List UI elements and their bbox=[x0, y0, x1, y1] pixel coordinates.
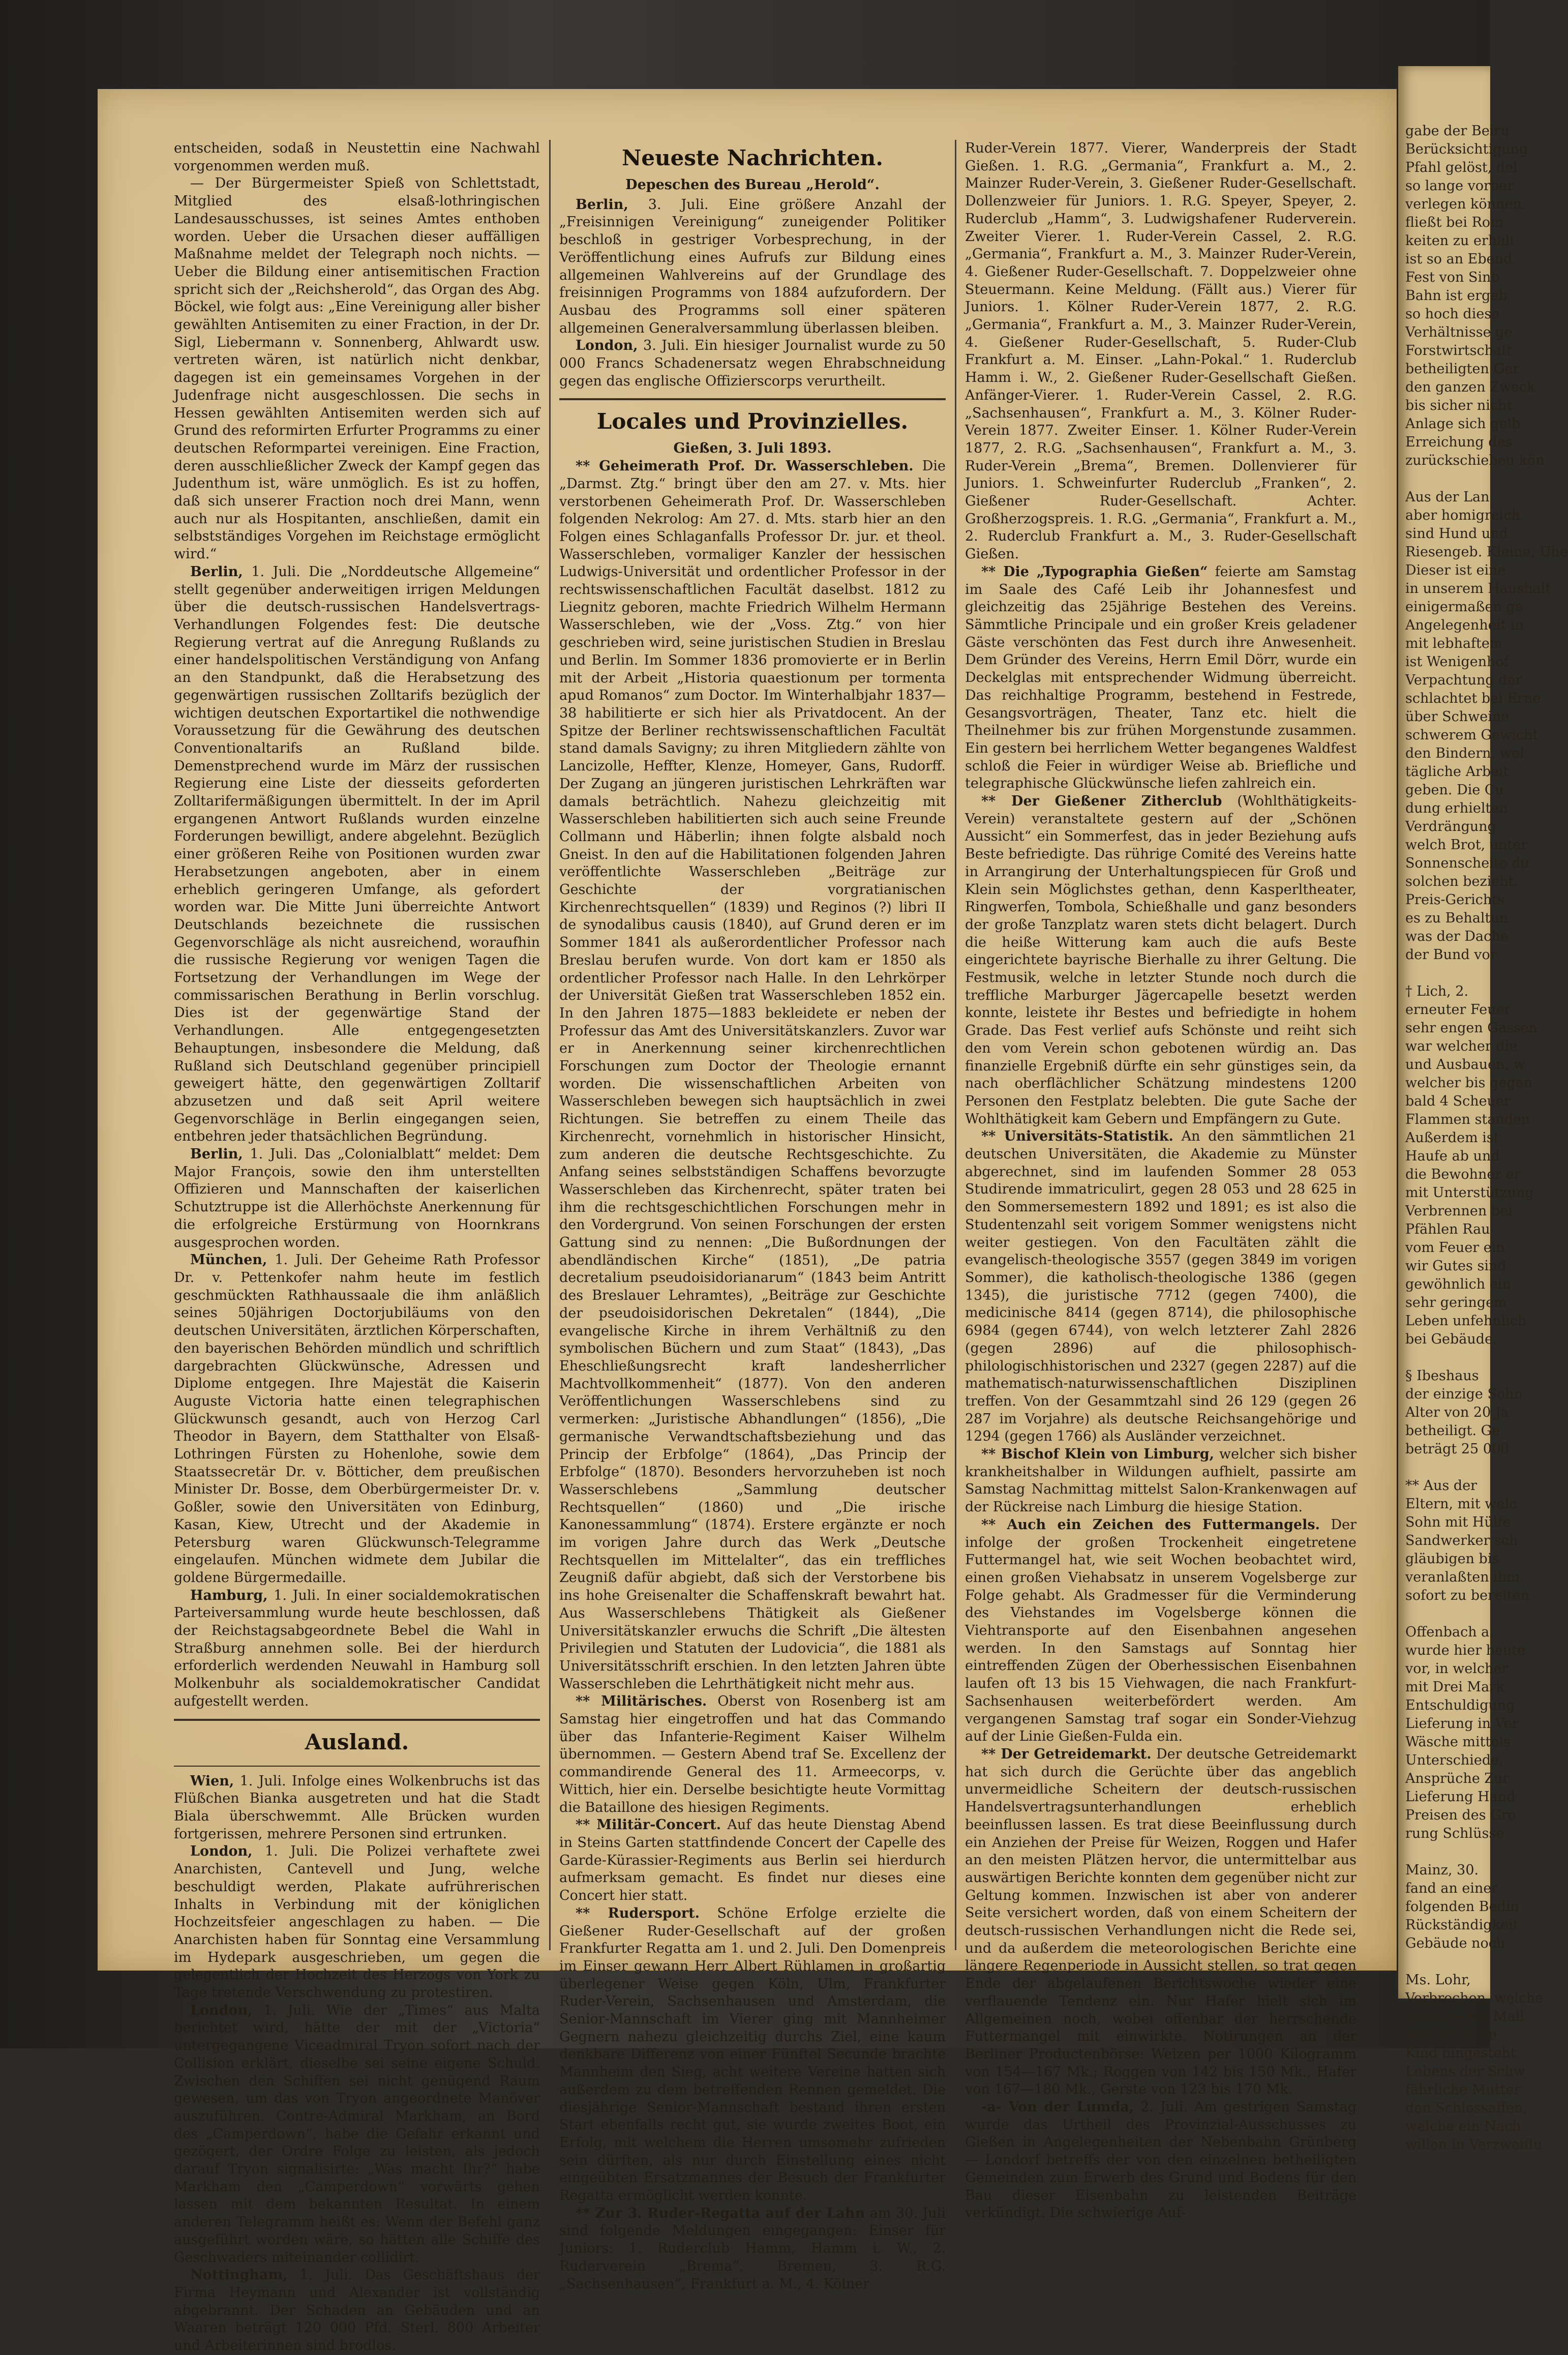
adjacent-page-line: den ganzen Zweck bbox=[1405, 379, 1535, 395]
adjacent-page-line: gläubigen bis bbox=[1405, 1551, 1499, 1567]
article-text: Der deutsche Getreidemarkt hat sich durch die Gerüchte über das angeblich unvermeidliche Scheitern der deutsch-russischen Handelsvertragsunterhandlungen erheblich beeinflussen lassen. Es trat diese Beeinflussung durch ein Anziehen der Preise für Weizen, Roggen und Hafer an den meisten Plätzen hervor, die untermittelbar aus auswärtigen Berichte konnten dem gegenüber nicht zur Geltung kommen. Inzwischen ist aber von anderer Seite versichert worden, daß von einem Scheitern der deutsch-russischen Verhandlungen nicht die Rede sei, und da außerdem die meteorologischen Berichte eine längere Regenperiode in Aussicht stellen, so trat gegen Ende der abgelaufenen Berichtswoche wieder eine verflauende Tendenz ein. Nur Hafer hielt sich im Allgemeinen noch, wobei offenbar der herrschende Futtermangel mit einwirkte. Notirungen an der Berliner Productenbörse: Weizen per 1000 Kilogramm von 154—167 Mk.; Roggen von 142 bis 150 Mk., Hafer von 167—180 Mk., Gerste von 123 bis 170 Mk. bbox=[965, 1746, 1356, 2098]
dateline-lead: Berlin, bbox=[190, 563, 243, 580]
adjacent-page-line: ist so an Ebend bbox=[1405, 251, 1513, 267]
adjacent-page-line: Ansprüche Zur bbox=[1405, 1771, 1510, 1786]
adjacent-page-line: Berücksichtigung bbox=[1405, 141, 1528, 157]
adjacent-page-line: vor, in welcher bbox=[1405, 1661, 1509, 1677]
adjacent-page-line: Kind hingesteht bbox=[1405, 2045, 1516, 2061]
article-lead: -a- Von der Lumda, bbox=[981, 2099, 1134, 2115]
dateline-lead: München, bbox=[190, 1252, 267, 1268]
adjacent-page-line bbox=[1405, 1605, 1490, 1623]
adjacent-page-line: Preisen des Gro bbox=[1405, 1807, 1516, 1823]
article-ruder-regatta bbox=[559, 2205, 946, 2293]
adjacent-page-line: Forstwirtschaft bbox=[1405, 343, 1512, 359]
adjacent-page-line: willen in Verzweiflu bbox=[1405, 2137, 1542, 2153]
adjacent-page-line: Dieser ist eine bbox=[1405, 562, 1506, 578]
adjacent-page-line: Ms. Lohr, bbox=[1405, 1972, 1471, 1988]
article-universitaets-statistik bbox=[965, 1128, 1356, 1446]
adjacent-page-line: beträgt 25 000 bbox=[1405, 1441, 1510, 1457]
adjacent-page-line: was ist in die bbox=[1405, 2027, 1497, 2043]
section-divider bbox=[174, 1766, 540, 1767]
adjacent-page-line: Erreichung des bbox=[1405, 434, 1513, 450]
article-text: 1. Juli. Wie der „Times“ aus Malta berichtet wird, hätte der mit der „Victoria“ untergegangene Viceadmiral Tryon sofort nach der Collision erklärt, dieselbe sei seine eigene Schuld. Zwischen den Schiffen sei nicht genügend Raum gewesen, um das von Tryon angeordnete Manöver auszuführen. Contre-Admiral Markham, an Bord des „Camperdown“, habe die Gefahr erkannt und gezögert, der Ordre Folge zu leisten, als jedoch darauf Tryon signalisirte: „Was macht Ihr?“ habe Markham den „Camperdown“ vorwärts gehen lassen mit dem bekannten Resultat. In einem anderen Telegramm heißt es: Wenn der Befehl ganz ausgeführt worden wäre, so hätten alle Schiffe des Geschwaders miteinander collidirt. bbox=[174, 2002, 540, 2265]
article-text: 2. Juli. Am gestrigen Samstag wurde das Urtheil des Provinzial-Ausschusses zu Gießen in Angelegenheiten der Nebenbahn Grünberg — Londorf betreffs der von den einzelnen betheiligten Gemeinden zum Erwerb des Grund und Bodens für den Bau dieser Eisenbahn zu leistenden Beiträge verkündigt. Die schwierige Auf- bbox=[965, 2099, 1356, 2221]
adjacent-page-line: veranlaßten ihm bbox=[1405, 1569, 1520, 1585]
adjacent-page-line: in unserem Haushalt bbox=[1405, 581, 1551, 597]
adjacent-page-line: betheiligten Ger bbox=[1405, 361, 1519, 377]
adjacent-page-line: Verdrängung bbox=[1405, 819, 1496, 834]
article-london-2 bbox=[174, 2002, 540, 2267]
adjacent-page-line: war welcher die bbox=[1405, 1038, 1518, 1054]
article-militaer-concert bbox=[559, 1816, 946, 1905]
adjacent-page-line: die Bewohner er bbox=[1405, 1167, 1521, 1182]
article-wasserschleben bbox=[559, 458, 946, 1693]
section-heading-ausland: Ausland. bbox=[305, 1729, 409, 1754]
adjacent-page-line: verlegen können. bbox=[1405, 196, 1526, 212]
adjacent-page-line: fließt bei Rom bbox=[1405, 215, 1503, 230]
adjacent-page-line: Flammen standen bbox=[1405, 1112, 1530, 1127]
article-berlin-3 bbox=[559, 196, 946, 338]
adjacent-page-line: Fest von Sinb bbox=[1405, 270, 1500, 285]
adjacent-page-line: tägliche Arbeit bbox=[1405, 764, 1509, 780]
adjacent-page-line: Rückständigkeit bbox=[1405, 1917, 1519, 1933]
adjacent-page-line: rung Schlüsse bbox=[1405, 1826, 1504, 1841]
adjacent-page-line: Sonnenscheite du bbox=[1405, 855, 1529, 871]
adjacent-page-line bbox=[1405, 1953, 1490, 1971]
article-lead: ** Der Gießener Zitherclub bbox=[981, 793, 1222, 810]
adjacent-page-line: Entschuldigung bbox=[1405, 1697, 1515, 1713]
adjacent-page-line: den Schlossaffen, bbox=[1405, 2100, 1528, 2116]
section-divider bbox=[559, 398, 946, 400]
adjacent-page-line: Leben unfehnlich bbox=[1405, 1313, 1527, 1329]
section-divider bbox=[174, 1719, 540, 1721]
adjacent-page-line: Gebäude noch bbox=[1405, 1935, 1505, 1951]
adjacent-page-line: ** Aus der bbox=[1405, 1478, 1477, 1494]
article-lumda bbox=[965, 2099, 1356, 2222]
adjacent-page-line: Lieferung in Ver bbox=[1405, 1716, 1519, 1732]
adjacent-page-line: Unterschiede, bbox=[1405, 1752, 1503, 1768]
article-text: — Der Bürgermeister Spieß von Schlettstadt, Mitglied des elsaß-lothringischen Landesausschusses, ist seines Amtes enthoben worden. Ueber die Ursachen dieser auffälligen Maßnahme meldet der Telegraph noch nichts. — Ueber die Bildung einer antisemitischen Fraction spricht sich der „Reichsherold“, das Organ des Abg. Böckel, wie folgt aus: „Eine Vereinigung aller bisher gewählten Antisemiten zu einer Fraction, in der Dr. Sigl, Liebermann v. Sonnenberg, Ahlwardt usw. vertreten wären, ist natürlich nicht denkbar, dagegen ist ein gemeinsames Vorgehen in der Judenfrage nicht ausgeschlossen. Die sechs in Hessen gewählten Antisemiten werden sich auf Grund des reformirten Erfurter Programms zu einer deutschen Reformpartei vereinigen. Eine Fraction, deren ausschließlicher Zweck der Kampf gegen das Judenthum ist, wäre unmöglich. Es ist zu hoffen, daß sich unserer Fraction noch drei Mann, wenn auch nur als Hospitanten, anschließen, damit ein selbstständiges Vorgehen im Reichstage ermöglicht wird.“ bbox=[174, 175, 540, 562]
newspaper-page bbox=[98, 89, 1397, 2354]
article-text: 3. Juli. Eine größere Anzahl der „Freisinnigen Vereinigung“ zuneigender Politiker beschloß in gestriger Vorbesprechung, in der Veröffentlichung eines Aufrufs zur Bildung eines allgemeinen Wahlvereins auf der Grundlage des freisinnigen Programms von 1884 aufzufordern. Der Ausbau des Programms soll einer späteren allgemeinen Generalversammlung überlassen bleiben. bbox=[559, 196, 946, 336]
adjacent-page-line: † Lich, 2. bbox=[1405, 983, 1469, 999]
adjacent-page-line: Haufe ab und bbox=[1405, 1148, 1500, 1164]
article-wien bbox=[174, 1773, 540, 1843]
adjacent-page-line: welch Brot, unter bbox=[1405, 837, 1528, 853]
article-text: Oberst von Rosenberg ist am Samstag hier eingetroffen und hat das Commando über das Infanterie-Regiment Kaiser Wilhelm übernommen. — Gestern Abend traf Se. Excellenz der commandirende General des 11. Armeecorps, v. Wittich, hier ein. Derselbe besichtigte heute Vormittag die Bataillone des hiesigen Regiments. bbox=[559, 1693, 946, 1815]
dateline-lead: Nottingham, bbox=[190, 2267, 288, 2283]
adjacent-page-line: Lebens der Schw bbox=[1405, 2064, 1525, 2079]
adjacent-page-line: ist Wenigenhof bbox=[1405, 654, 1509, 670]
article-futtermangel bbox=[965, 1516, 1356, 1746]
adjacent-page-line: Sandwerker sch bbox=[1405, 1533, 1518, 1548]
article-text: welcher sich bisher krankheitshalber in Wildungen aufhielt, passirte am Samstag Nachmittag mittelst Salon-Krankenwagen auf der Rückreise nach Limburg die hiesige Station. bbox=[965, 1446, 1356, 1515]
article-zitherclub bbox=[965, 793, 1356, 1128]
adjacent-page-line: Außerdem ist bbox=[1405, 1130, 1499, 1146]
adjacent-page-line: Verbrechen, welche bbox=[1405, 1990, 1544, 2006]
article-lead: ** Geheimerath Prof. Dr. Wasserschleben. bbox=[576, 458, 914, 474]
adjacent-page-line: Pfahl gelöst, del bbox=[1405, 160, 1518, 175]
article-london-3 bbox=[559, 337, 946, 390]
article-text: Auf das heute Dienstag Abend in Steins Garten stattfindende Concert der Capelle des Garde-Kürassier-Regiments aus Berlin sei hierdurch aufmerksam gemacht. Es findet nur dieses eine Concert hier statt. bbox=[559, 1817, 946, 1904]
article-text: Der infolge der großen Trockenheit eingetretene Futtermangel hat, wie seit Wochen beobachtet wird, einen großen Viehabsatz in unserem Vogelsberge zur Folge gehabt. Als Gradmesser für die Verminderung des Viehstandes im Vogelsberge können die Viehtransporte auf den Eisenbahnen angesehen werden. In den Samstags auf Sonntag hier eintreffenden Zügen der Oberhessischen Eisenbahnen laufen oft 13 bis 15 Viehwagen, die nach Frankfurt-Sachsenhausen weiterbefördert werden. Am vergangenen Samstag traf sogar ein Sonder-Viehzug auf der Linie Gießen-Fulda ein. bbox=[965, 1516, 1356, 1745]
adjacent-page-line: sehr engen Gassen bbox=[1405, 1020, 1538, 1036]
article-london-1 bbox=[174, 1843, 540, 2002]
adjacent-page-line bbox=[1405, 1843, 1490, 1861]
adjacent-page-line: Angelegenheit in bbox=[1405, 617, 1524, 633]
adjacent-page-line: solchen bezieht. bbox=[1405, 874, 1519, 889]
adjacent-page-line: was der Dache bbox=[1405, 929, 1509, 944]
article-lead: ** Auch ein Zeichen des Futtermangels. bbox=[981, 1516, 1320, 1533]
adjacent-page-line: keiten zu erhalt bbox=[1405, 233, 1515, 249]
adjacent-page-line: bald 4 Scheuer bbox=[1405, 1093, 1511, 1109]
adjacent-page-line: kennt — ein Mall bbox=[1405, 2009, 1524, 2024]
article-text: 1. Juli. Das „Colonialblatt“ meldet: Dem Major François, sowie den ihm unterstellten Offizieren und Mannschaften der kaiserlichen Schutztruppe ist die Allerhöchste Anerkennung für die erfolgreiche Erstürmung von Hoornkrans ausgesprochen worden. bbox=[174, 1146, 540, 1250]
article-text: 1. Juli. Das Geschäftshaus der Firma Heymann und Alexander ist vollständig abgebrannt. Der Schaden an Gebäuden und an Waaren beträgt 120 000 Pfd. Sterl. 800 Arbeiter und Arbeiterinnen sind brodlos. bbox=[174, 2267, 540, 2354]
adjacent-page-line: folgenden Bedin bbox=[1405, 1899, 1519, 1915]
adjacent-page-line: und Ausbauen, w bbox=[1405, 1057, 1525, 1072]
adjacent-page-line: der Bund vor bbox=[1405, 947, 1497, 963]
article-getreidemarkt bbox=[965, 1746, 1356, 2099]
adjacent-page-line: mit lebhaftem bbox=[1405, 636, 1503, 651]
adjacent-page-line: aber homigreich bbox=[1405, 508, 1521, 523]
article-hamburg bbox=[174, 1587, 540, 1711]
adjacent-page-line: Mainz, 30. bbox=[1405, 1862, 1479, 1878]
adjacent-page-line: Lieferung Hand bbox=[1405, 1789, 1516, 1805]
dateline-lead: Wien, bbox=[190, 1773, 234, 1789]
article-text: 1. Juli. Der Geheime Rath Professor Dr. v. Pettenkofer nahm heute im festlich geschmückten Rathhaussaale die ihm anläßlich seines 50jährigen Doctorjubiläums von den deutschen Universitäten, ärztlichen Körperschaften, den bayerischen Behörden mündlich und schriftlich dargebrachten Glückwünsche, Adressen und Diplome entgegen. Ihre Majestät die Kaiserin Auguste Victoria hatte einen telegraphischen Glückwunsch gesandt, auch von Herzog Carl Theodor in Bayern, dem Statthalter von Elsaß-Lothringen Fürsten zu Hohenlohe, sowie dem Staatssecretär Dr. v. Bötticher, dem preußischen Minister Dr. Bosse, dem Oberbürgermeister Dr. v. Goßler, sowie den Universitäten von Edinburg, Kasan, Kiew, Utrecht und der Akademie in Petersburg waren Glückwunsch-Telegramme eingelaufen. München widmete dem Jubilar die goldene Bürgermedaille. bbox=[174, 1252, 540, 1586]
article-bischof-klein bbox=[965, 1446, 1356, 1516]
article-berlin-1 bbox=[174, 563, 540, 1146]
adjacent-page-text bbox=[1398, 66, 1568, 2154]
adjacent-page-line: Sohn mit Hülfe bbox=[1405, 1514, 1511, 1530]
article-text: Die „Darmst. Ztg.“ bringt über den am 27. v. Mts. hier verstorbenen Geheimerath Prof. Dr. Wasserschleben folgenden Nekrolog: Am 27. d. Mts. starb hier an den Folgen eines Schlaganfalls Professor Dr. jur. et theol. Wasserschleben, vormaliger Kanzler der hessischen Ludwigs-Universität und ordentlicher Professor in der rechtswissenschaftlichen Facultät daselbst. 1812 zu Liegnitz geboren, machte Friedrich Wilhelm Hermann Wasserschleben, wie der „Voss. Ztg.“ von hier geschrieben wird, seine juristischen Studien in Breslau und Berlin. Im Sommer 1836 promovierte er in Berlin mit der Arbeit „Historia quaestionum per tormenta apud Romanos“ zum Doctor. Im Winterhalbjahr 1837—38 habilitierte er sich hier als Privatdocent. An der Spitze der Berliner rechtswissenschaftlichen Facultät stand damals Savigny; zu ihren Mitgliedern zählte von Lancizolle, Heffter, Klenze, Homeyer, Gans, Rudorff. Der Zugang an jüngeren juristischen Lehrkräften war damals beträchtlich. Nahezu gleichzeitig mit Wasserschleben habilitierten sich auch seine Freunde Collmann und Häberlin; ihnen folgte alsbald noch Gneist. In den auf die Habilitationen folgenden Jahren veröffentlichte Wasserschleben „Beiträge zur Geschichte der vorgratianischen Kirchenrechtsquellen“ (1839) und Reginos (?) libri II de synodalibus causis (1840), auf Grund deren er im Sommer 1841 als außerordentlicher Professor nach Breslau berufen wurde. Von dort kam er 1850 als ordentlicher Professor nach Halle. In den Lehrkörper der Universität Gießen trat Wasserschleben 1852 ein. In den Jahren 1875—1883 bekleidete er neben der Professur das Amt des Universitätskanzlers. Zuvor war er in Anerkennung seiner kirchenrechtlichen Forschungen zum Doctor der Theologie ernannt worden. Die wissenschaftlichen Arbeiten von Wasserschleben bewegen sich hauptsächlich in zwei Richtungen. Sie betreffen zu einem Theile das Kirchenrecht, vornehmlich in historischer Hinsicht, zum anderen die deutsche Rechtsgeschichte. Zu Anfang seines selbstständigen Schaffens bevorzugte Wasserschleben das Kirchenrecht, später traten bei ihm die rechtsgeschichtlichen Forschungen mehr in den Vordergrund. Von seinen Forschungen der ersten Gattung sind zu nennen: „Die Bußordnungen der abendländischen Kirche“ (1851), „De patria decretalium pseudoisidorianarum“ (1843 beim Antritt des Breslauer Lehramtes), „Beiträge zur Geschichte der pseudoisidorischen Dekretalen“ (1844), „Die evangelische Kirche in ihrem Verhältniß zu den symbolischen Büchern und zum Staat“ (1843), „Das Eheschließungsrecht kraft landesherrlicher Machtvollkommenheit“ (1877). Von den anderen Veröffentlichungen Wasserschlebens sind zu vermerken: „Juristische Abhandlungen“ (1856), „Die germanische Verwandtschaftsbeziehung und das Princip der Erbfolge“ (1864), „Das Princip der Erbfolge“ (1870). Besonders hervorzuheben ist noch Wasserschlebens „Sammlung deutscher Rechtsquellen“ (1860) und „Die irische Kanonessammlung“ (1874). Erstere ergänzte er noch im vorigen Jahre durch das Werk „Deutsche Rechtsquellen im Mittelalter“, das ein treffliches Zeugniß dafür abgiebt, daß sich der Verstorbene bis ins hohe Greisenalter die Schaffenskraft bewahrt hat. Aus Wasserschlebens Thätigkeit als Gießener Universitätskanzler erwuchs die Schrift „Die ältesten Privilegien und Statuten der Ludovicia“, die 1881 als Universitätsschrift erschien. In den letzten Jahren übte Wasserschleben die Lehrthätigkeit nicht mehr aus. bbox=[559, 458, 946, 1692]
adjacent-page-line: erneuter Feuer bbox=[1405, 1002, 1511, 1018]
article-rudersport bbox=[559, 1905, 946, 2205]
article-lead: ** Militär-Concert. bbox=[576, 1817, 721, 1833]
adjacent-page-line: sind Hund und bbox=[1405, 526, 1508, 542]
adjacent-page-line bbox=[1405, 964, 1490, 982]
article-lead: ** Die „Typographia Gießen“ bbox=[981, 563, 1208, 580]
adjacent-page-line: Alter von 20 Ja bbox=[1405, 1405, 1509, 1420]
article-text: 3. Juli. Ein hiesiger Journalist wurde zu 50 000 Francs Schadenersatz wegen Ehrabschneidung gegen das englische Offizierscorps verurtheilt. bbox=[559, 338, 946, 389]
adjacent-page-line: es zu Behaltun bbox=[1405, 910, 1509, 926]
article-text: 1. Juli. In einer socialdemokratischen Parteiversammlung wurde heute beschlossen, daß der Reichstagsabgeordnete Bebel die Wahl in Straßburg annehmen solle. Bei der hierdurch erforderlich werdenden Neuwahl in Hamburg soll Molkenbuhr als socialdemokratischer Candidat aufgestellt werden. bbox=[174, 1587, 540, 1709]
adjacent-page-line: gabe der Beiru bbox=[1405, 123, 1510, 139]
adjacent-page-line: gewöhnlich ein bbox=[1405, 1276, 1511, 1292]
adjacent-page-line: schwerem Gewicht bbox=[1405, 727, 1539, 743]
article-lead: ** Bischof Klein von Limburg, bbox=[981, 1446, 1215, 1463]
article-militaerisches bbox=[559, 1693, 946, 1816]
article-text: 1. Juli. Die „Norddeutsche Allgemeine“ stellt gegenüber anderweitigen irrigen Meldungen über die deutsch-russischen Handelsvertrags-Verhandlungen Folgendes fest: Die deutsche Regierung vertrat auf die Anregung Rußlands zu einer handelspolitischen Verständigung von Anfang an den Standpunkt, daß die Herabsetzung des gegenwärtigen russischen Zolltarifs bezüglich der wichtigen deutschen Exportartikel die nothwendige Voraussetzung für die Gewährung des deutschen Conventionaltarifs an Rußland bilde. Demenstprechend wurde im März der russischen Regierung eine Liste der diesseits geforderten Zolltarifermäßigungen übermittelt. In der im April ergangenen Antwort Rußlands wurden einzelne Forderungen bewilligt, andere abgelehnt. Bezüglich einer größeren Reihe von Positionen wurden zwar Herabsetzungen angeboten, aber in einem erheblich geringeren Umfange, als gefordert worden war. Die Mitte Juni überreichte Antwort Deutschlands bezeichnete die russischen Gegenvorschläge als nicht ausreichend, woraufhin die russische Regierung vor wenigen Tagen die Fortsetzung der Verhandlungen im Wege der commissarischen Berathung in Berlin vorschlug. Dies ist der gegenwärtige Stand der Verhandlungen. Alle entgegengesetzten Behauptungen, insbesondere die Meldung, daß Rußland sich Deutschland gegenüber principiell geweigert hätte, den gegenwärtigen Zolltarif abzusetzen und daß seit April weitere Gegenvorschläge in Berlin eingegangen seien, entbehren jeder thatsächlichen Begründung. bbox=[174, 563, 540, 1145]
column-2 bbox=[559, 140, 946, 2292]
adjacent-page-line: geben. Die Cu bbox=[1405, 782, 1504, 798]
adjacent-page-line: sofort zu bereiten bbox=[1405, 1588, 1529, 1603]
local-dateline: Gießen, 3. Juli 1893. bbox=[673, 440, 832, 457]
dateline-lead: Berlin, bbox=[190, 1146, 243, 1162]
article-text: am 30. Juli sind folgende Meldungen eingegangen: Einser für Juniors: 1. Ruderclub Hamm, Hamm i. W., 2. Ruderverein „Brema“, Bremen, 3. R.G. „Sachsenhausen“, Frankfurt a. M., 4. Kölner bbox=[559, 2205, 946, 2292]
article-lead: ** Rudersport. bbox=[576, 1905, 700, 1921]
article-muenchen bbox=[174, 1251, 540, 1587]
article-text: feierte am Samstag im Saale des Café Leib ihr Johannesfest und gleichzeitig das 25jährige Bestehen des Vereins. Sämmtliche Principale und ein großer Kreis geladener Gäste verschönten das Fest durch ihre Anwesenheit. Dem Gründer des Vereins, Herrn Emil Dörr, wurde ein Deckelglas mit entsprechender Widmung überreicht. Das reichhaltige Programm, bestehend in Festrede, Gesangsvorträgen, Theater, Tanz etc. hielt die Theilnehmer bis zur frühen Morgenstunde zusammen. Ein gestern bei herrlichem Wetter begangenes Waldfest schloß die Feier in würdiger Weise ab. Briefliche und telegraphische Glückwünsche liefen zahlreich ein. bbox=[965, 563, 1356, 792]
article-lead: ** Universitäts-Statistik. bbox=[981, 1128, 1173, 1145]
column-rule bbox=[955, 140, 956, 1950]
article-typographia bbox=[965, 563, 1356, 793]
article-text: Ruder-Verein 1877. Vierer, Wanderpreis der Stadt Gießen. 1. R.G. „Germania“, Frankfurt a. M., 2. Mainzer Ruder-Verein, 3. Gießener Ruder-Gesellschaft. Dollenzweier für Juniors. 1. R.G. Speyer, Speyer, 2. Ruderclub „Hamm“, 3. Ludwigshafener Ruderverein. Zweiter Vierer. 1. Ruder-Verein Cassel, 2. R.G. „Germania“, Frankfurt a. M., 3. Mainzer Ruder-Verein, 4. Gießener Ruder-Gesellschaft. 7. Doppelzweier ohne Steuermann. Keine Meldung. (Fällt aus.) Vierer für Juniors. 1. Kölner Ruder-Verein 1877, 2. R.G. „Germania“, Frankfurt a. M., 3. Mainzer Ruder-Verein, 4. Gießener Ruder-Gesellschaft, 5. Ruder-Club Frankfurt a. M. Einser. „Lahn-Pokal.“ 1. Ruderclub Hamm i. W., 2. Gießener Ruder-Gesellschaft Gießen. Anfänger-Vierer. 1. Ruder-Verein Cassel, 2. R.G. „Sachsenhausen“, Frankfurt a. M., 3. Kölner Ruder-Verein 1877. Zweiter Einser. 1. Kölner Ruder-Verein 1877, 2. R.G. „Sachsenhausen“, Frankfurt a. M., 3. Ruder-Verein „Brema“, Bremen. Dollenvierer für Juniors. 1. Schweinfurter Ruderclub „Franken“, 2. Gießener Ruder-Gesellschaft. Achter. Großherzogspreis. 1. R.G. „Germania“, Frankfurt a. M., 2. Ruderclub Frankfurt a. M., 3. Ruder-Gesellschaft Gießen. bbox=[965, 140, 1356, 562]
adjacent-page-line: fand an einer bbox=[1405, 1881, 1498, 1896]
column-rule bbox=[549, 140, 551, 1950]
adjacent-page-line: schlachtet bei Erne bbox=[1405, 691, 1541, 706]
adjacent-page-line: welcher bis gegen bbox=[1405, 1075, 1532, 1091]
adjacent-page-line: den Bindern, wel bbox=[1405, 746, 1524, 761]
adjacent-page-line: über Schweine bbox=[1405, 709, 1510, 725]
adjacent-page-line: bei Gebäude. bbox=[1405, 1331, 1497, 1347]
adjacent-page-line: sehr geringem bbox=[1405, 1295, 1507, 1310]
article-text: (Wohlthätigkeits-Verein) veranstaltete gestern auf der „Schönen Aussicht“ ein Sommerfest, das in jeder Beziehung aufs Beste befriedigte. Das rührige Comité des Vereins hatte in Arrangirung der Unterhaltungspiecen für Groß und Klein sein Möglichstes gethan, denn Kasperltheater, Ringwerfen, Tombola, Schießhalle und ganz besonders der große Tanzplatz waren stets dicht belagert. Durch die heiße Witterung kam auch die aufs Beste eingerichtete bayrische Bierhalle zu ihrer Geltung. Die Festmusik, welche in letzter Stunde noch durch die treffliche Marburger Jägercapelle besetzt werden konnte, leistete ihr Bestes und befriedigte in hohem Grade. Das Fest verlief aufs Schönste und reiht sich den vom Verein schon gebotenen würdig an. Das finanzielle Ergebniß dürfte ein sehr günstiges sein, da nach oberflächlicher Schätzung mindestens 1200 Personen den Festplatz belebten. Die gute Sache der Wohlthätigkeit kam Gebern und Empfängern zu Gute. bbox=[965, 793, 1357, 1127]
adjacent-page-line: so lange vorber bbox=[1405, 178, 1514, 194]
adjacent-page-line: Offenbach a. bbox=[1405, 1624, 1494, 1640]
adjacent-page-line: welche ein Nach bbox=[1405, 2119, 1521, 2134]
adjacent-page-line: Bahn ist ergeb bbox=[1405, 288, 1507, 304]
article-nottingham bbox=[174, 2267, 540, 2355]
adjacent-page-line bbox=[1405, 1458, 1490, 1477]
adjacent-page-line: wurde hier heute bbox=[1405, 1643, 1526, 1658]
adjacent-page-line: betheiligt. Ge bbox=[1405, 1423, 1500, 1439]
article-lead: ** Militärisches. bbox=[576, 1693, 707, 1710]
article-lead: ** Der Getreidemarkt. bbox=[981, 1746, 1152, 1762]
adjacent-page-line bbox=[1405, 1349, 1490, 1367]
adjacent-page-line: wir Gutes sind bbox=[1405, 1258, 1506, 1274]
adjacent-page-line: § Ibeshaus bbox=[1405, 1368, 1479, 1384]
adjacent-page-line: zurückschiebeu kön bbox=[1405, 453, 1545, 468]
section-subheading: Depeschen des Bureau „Herold“. bbox=[625, 177, 880, 193]
dateline-lead: London, bbox=[576, 338, 638, 354]
adjacent-page-line: einigermaßen ge bbox=[1405, 599, 1523, 615]
article-text: An den sämmtlichen 21 deutschen Universitäten, die Akademie zu Münster abgerechnet, sind im laufenden Sommer 28 053 Studirende immatriculirt, gegen 28 053 und 28 625 in den Sommersemestern 1892 und 1891; es ist also die Studentenzahl seit vorigem Sommer wenigstens nicht weiter gestiegen. Von den Facultäten zählt die evangelisch-theologische 3557 (gegen 3849 im vorigen Sommer), die katholisch-theologische 1386 (gegen 1345), die juristische 7712 (gegen 7400), die medicinische 8414 (gegen 8714), die philosophische 6984 (gegen 6744), von welch letzterer Zahl 2826 (gegen 2896) auf die philosophisch-philologischhistorischen und 2327 (gegen 2287) auf die mathematisch-naturwissenschaftlichen Disziplinen treffen. Von der Gesammtzahl sind 26 129 (gegen 26 287 im Vorjahre) als deutsche Reichsangehörige und 1294 (gegen 1766) als Ausländer verzeichnet. bbox=[965, 1128, 1356, 1445]
adjacent-page-line: mit Drei Mark bbox=[1405, 1679, 1504, 1695]
dateline-lead: London, bbox=[190, 2002, 253, 2018]
article-text: entscheiden, sodaß in Neustettin eine Nachwahl vorgenommen werden muß. bbox=[174, 140, 540, 174]
adjacent-page-line: so hoch diese bbox=[1405, 306, 1500, 322]
section-heading-locales: Locales und Provinzielles. bbox=[596, 409, 909, 434]
adjacent-page-line bbox=[1405, 470, 1490, 488]
section-heading-neueste-nachrichten: Neueste Nachrichten. bbox=[622, 145, 883, 170]
article-text: 1. Juli. Die Polizei verhaftete zwei Anarchisten, Cantevell und Jung, welche beschuldigt werden, Plakate aufrührerischen Inhalts in Verbindung mit der königlichen Hochzeitsfeier angeschlagen zu haben. — Die Anarchisten haben für Sonntag eine Versammlung im Hydepark ausgeschrieben, um gegen die gelegentlich der Hochzeit des Herzogs von York zu Tage tretende Verschwendung zu protestiren. bbox=[174, 1843, 540, 2001]
adjacent-page-line: Preis-Gerichts bbox=[1405, 892, 1504, 908]
adjacent-page-line: Pfählen Rau bbox=[1405, 1221, 1490, 1237]
adjacent-page-line: Riesengeb. Kleine, Uhe bbox=[1405, 544, 1568, 560]
adjacent-page-line: der einzige Sohn bbox=[1405, 1386, 1523, 1402]
dateline-lead: Hamburg, bbox=[190, 1587, 268, 1603]
adjacent-page-line: mit Unterstützung bbox=[1405, 1185, 1534, 1201]
column-3 bbox=[965, 140, 1357, 2221]
dateline-lead: London, bbox=[190, 1843, 253, 1860]
article-text: Schöne Erfolge erzielte die Gießener Ruder-Gesellschaft auf der großen Frankfurter Regatta am 1. und 2. Juli. Den Domenpreis im Einser gewann Herr Albert Rühlamen in großartig überlegener Weise gegen Köln, Ulm, Frankfurter Ruder-Verein, Sachsenhausen und Amsterdam, die Senior-Mannschaft im Vierer ging mit Mannheimer Gegnern nahezu gleichzeitig durchs Ziel, eine kaum denkbare Differenz von einer Fünftel Secunde brachte Mannheim den Sieg, acht weitere Vereine hatten sich außerdem zu dem betreffenden Rennen gemeldet. Die diesjährige Senior-Mannschaft bestand ihren ersten Start ebenfalls recht gut, sie wurde zweites Boot, ein Erfolg, mit welchem die Herren umsomehr zufrieden sein dürften, als nur durch Einstellung eines nicht eingeübten Ersatzmannes der Besuch der Frankfurter Regatta ermöglicht werden konnte. bbox=[559, 1905, 946, 2204]
adjacent-page-line: Verpachtung der bbox=[1405, 672, 1522, 688]
adjacent-page-line: vom Feuer ein bbox=[1405, 1240, 1505, 1256]
adjacent-page-line: Anlage sich gelb bbox=[1405, 416, 1521, 432]
adjacent-page-line: Verbrennen bei bbox=[1405, 1203, 1513, 1219]
adjacent-page-line: fährliche Mutter bbox=[1405, 2082, 1521, 2098]
adjacent-page-line: Wäsche mittels bbox=[1405, 1734, 1511, 1750]
adjacent-page-line: Eltern, mit welc bbox=[1405, 1496, 1517, 1512]
adjacent-page-line: bis sicher nicht bbox=[1405, 398, 1513, 413]
article-berlin-2 bbox=[174, 1146, 540, 1251]
dateline-lead: Berlin, bbox=[576, 196, 628, 213]
adjacent-page-line: dung erhielten bbox=[1405, 800, 1508, 816]
adjacent-page-edge bbox=[1398, 66, 1568, 2153]
article-text: 1. Juli. Infolge eines Wolkenbruchs ist das Flüßchen Bianka ausgetreten und hat die Stadt Biala überschwemmt. Alle Brücken wurden fortgerissen, mehrere Personen sind ertrunken. bbox=[174, 1773, 540, 1842]
adjacent-page-line: Verhältnisse ge bbox=[1405, 324, 1513, 340]
column-1 bbox=[174, 140, 540, 2354]
article-lead: ** Zur 3. Ruder-Regatta auf der Lahn bbox=[576, 2205, 865, 2221]
adjacent-page-line: Aus der Lan bbox=[1405, 489, 1490, 505]
